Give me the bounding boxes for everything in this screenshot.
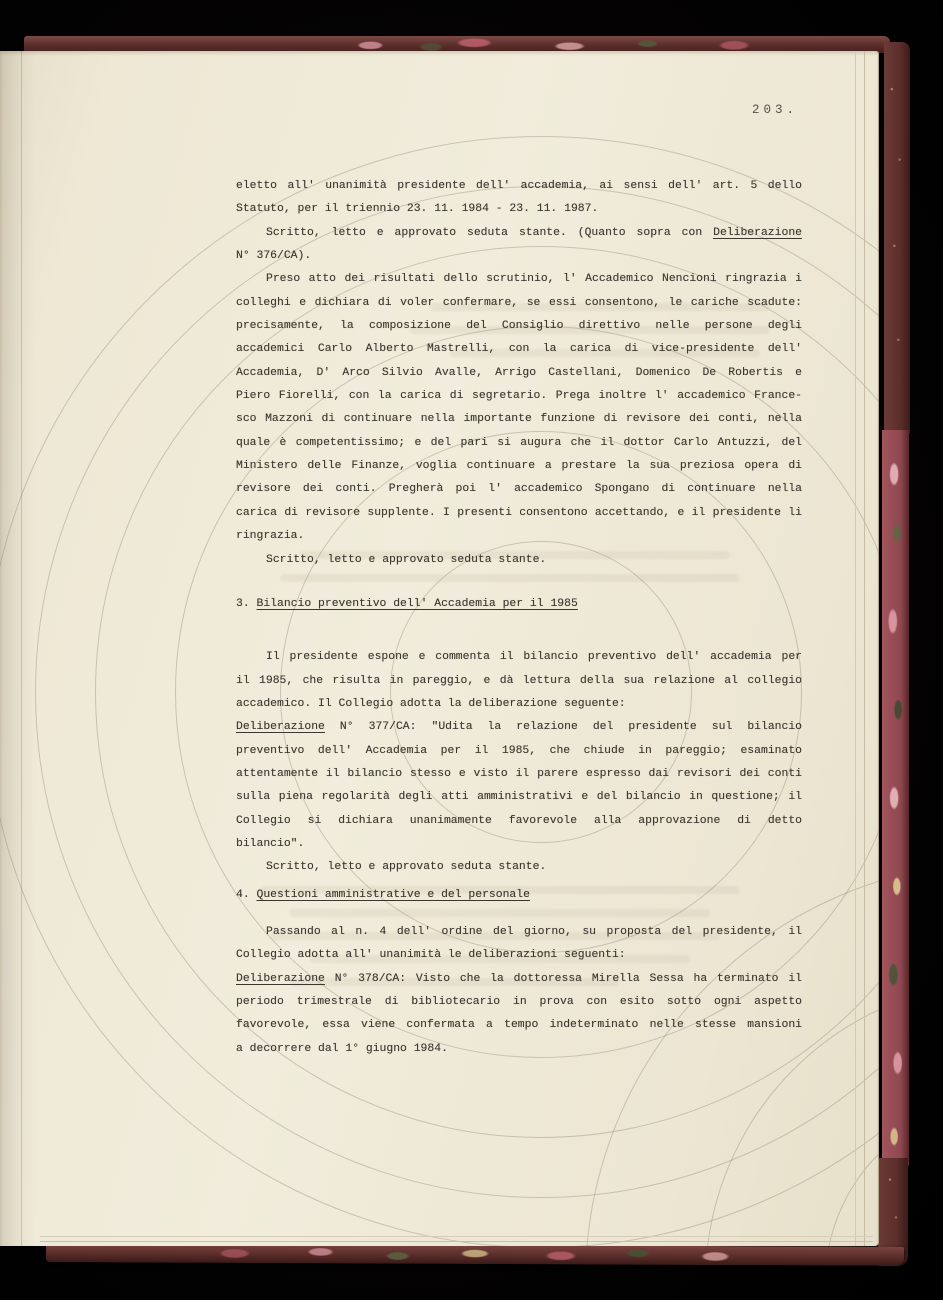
stacked-page-edge [40,1241,873,1242]
text-line: precisamente, la composizione del Consiglio direttivo nelle persone degli [236,320,802,333]
text-line: Scritto, letto e approvato seduta stante. (Quanto sopra con Deliberazione [266,226,802,239]
paragraph [236,175,802,222]
paragraph [236,268,802,548]
book-cover-right-leather [884,42,910,434]
text-line: bilancio". [236,837,305,850]
text-line: eletto all' unanimità presidente dell' accademia, ai sensi dell' art. 5 dello [236,180,802,192]
text-line: Collegio adotta all' unanimità le deliberazioni seguenti: [236,949,626,962]
book-cover-bottom-edge [46,1243,904,1266]
text-line: Statuto, per il triennio 23. 11. 1984 - 23. 11. 1987. [236,203,599,216]
book-cover-right-marbled-paper [882,430,909,1166]
text-line: Deliberazione N° 378/CA: Visto che la dottoressa Mirella Sessa ha terminato il [236,972,802,985]
section-heading [236,884,802,907]
text-line: 3. Bilancio preventivo dell' Accademia per il 1985 [236,597,578,610]
text-line: attentamente il bilancio stesso e visto il parere espresso dai revisori dei conti [236,767,802,780]
text-line: Piero Fiorelli, con la carica di segretario. Prega inoltre l' accademico France- [236,390,802,403]
text-line: sulla piena regolarità degli atti amministrativi e del bilancio in questione; il [236,791,802,804]
text-line: periodo trimestrale di bibliotecario in prova con esito sotto ogni aspetto [236,996,802,1008]
text-line: colleghi e dichiara di voler confermare, se essi consentono, le cariche scadute: [236,296,802,309]
text-line: Accademia, D' Arco Silvio Avalle, Arrigo Castellani, Domenico De Robertis e [236,366,802,379]
paragraph [236,921,802,1061]
text-line: Il presidente espone e commenta il bilancio preventivo dell' accademia per [266,651,802,664]
text-line: Passando al n. 4 dell' ordine del giorno, su proposta del presidente, il [266,925,802,938]
text-line: quale è competentissimo; e del pari si augura che il dottor Carlo Antuzzi, del [236,436,802,449]
text-line: N° 376/CA). [236,250,312,263]
text-line: accademico. Il Collegio adotta la deliberazione seguente: [236,697,626,710]
text-line: il 1985, che risulta in pareggio, e dà lettura della sua relazione al collegio [236,674,802,687]
text-line: accademici Carlo Alberto Mastrelli, con la carica di vice-presidente dell' [236,343,802,356]
text-line: ringrazia. [236,530,305,543]
text-line: Ministero delle Finanze, voglia continuare a prestare la sua preziosa opera di [236,460,802,473]
page-number: 203. [752,103,799,117]
text-line: preventivo dell' Accademia per il 1985, che chiude in pareggio; esaminato [236,744,802,757]
paragraph [236,856,802,879]
text-line: carica di revisore supplente. I presenti consentono accettando, e il presidente li [236,506,802,519]
book-page [0,51,879,1246]
text-line: Preso atto dei risultati dello scrutinio, l' Accademico Nencioni ringrazia i [266,273,802,286]
text-line: Deliberazione N° 377/CA: "Udita la relazione del presidente sul bilancio [236,721,802,734]
paragraph [236,549,802,572]
text-line: favorevole, essa viene confermata a tempo indeterminato nelle stesse mansioni [236,1019,802,1032]
text-line: 4. Questioni amministrative e del personale [236,888,530,901]
text-line: Scritto, letto e approvato seduta stante. [266,553,547,566]
paragraph [236,646,802,856]
paragraph [236,222,802,269]
typewritten-text [236,175,802,1061]
stacked-page-edge [40,1236,873,1237]
text-line: revisore dei conti. Pregherà poi l' accademico Spongano di continuare nella [236,483,802,496]
text-line: Scritto, letto e approvato seduta stante. [266,861,547,874]
stacked-page-edge [864,51,865,1246]
stacked-page-edge [855,51,856,1246]
text-line: Collegio si dichiara unanimamente favorevole alla approvazione di detto [236,814,802,827]
text-line: a decorrere dal 1° giugno 1984. [236,1042,448,1055]
section-heading [236,593,802,616]
text-line: sco Mazzoni di continuare nella importante funzione di revisore dei conti, nella [236,413,802,426]
